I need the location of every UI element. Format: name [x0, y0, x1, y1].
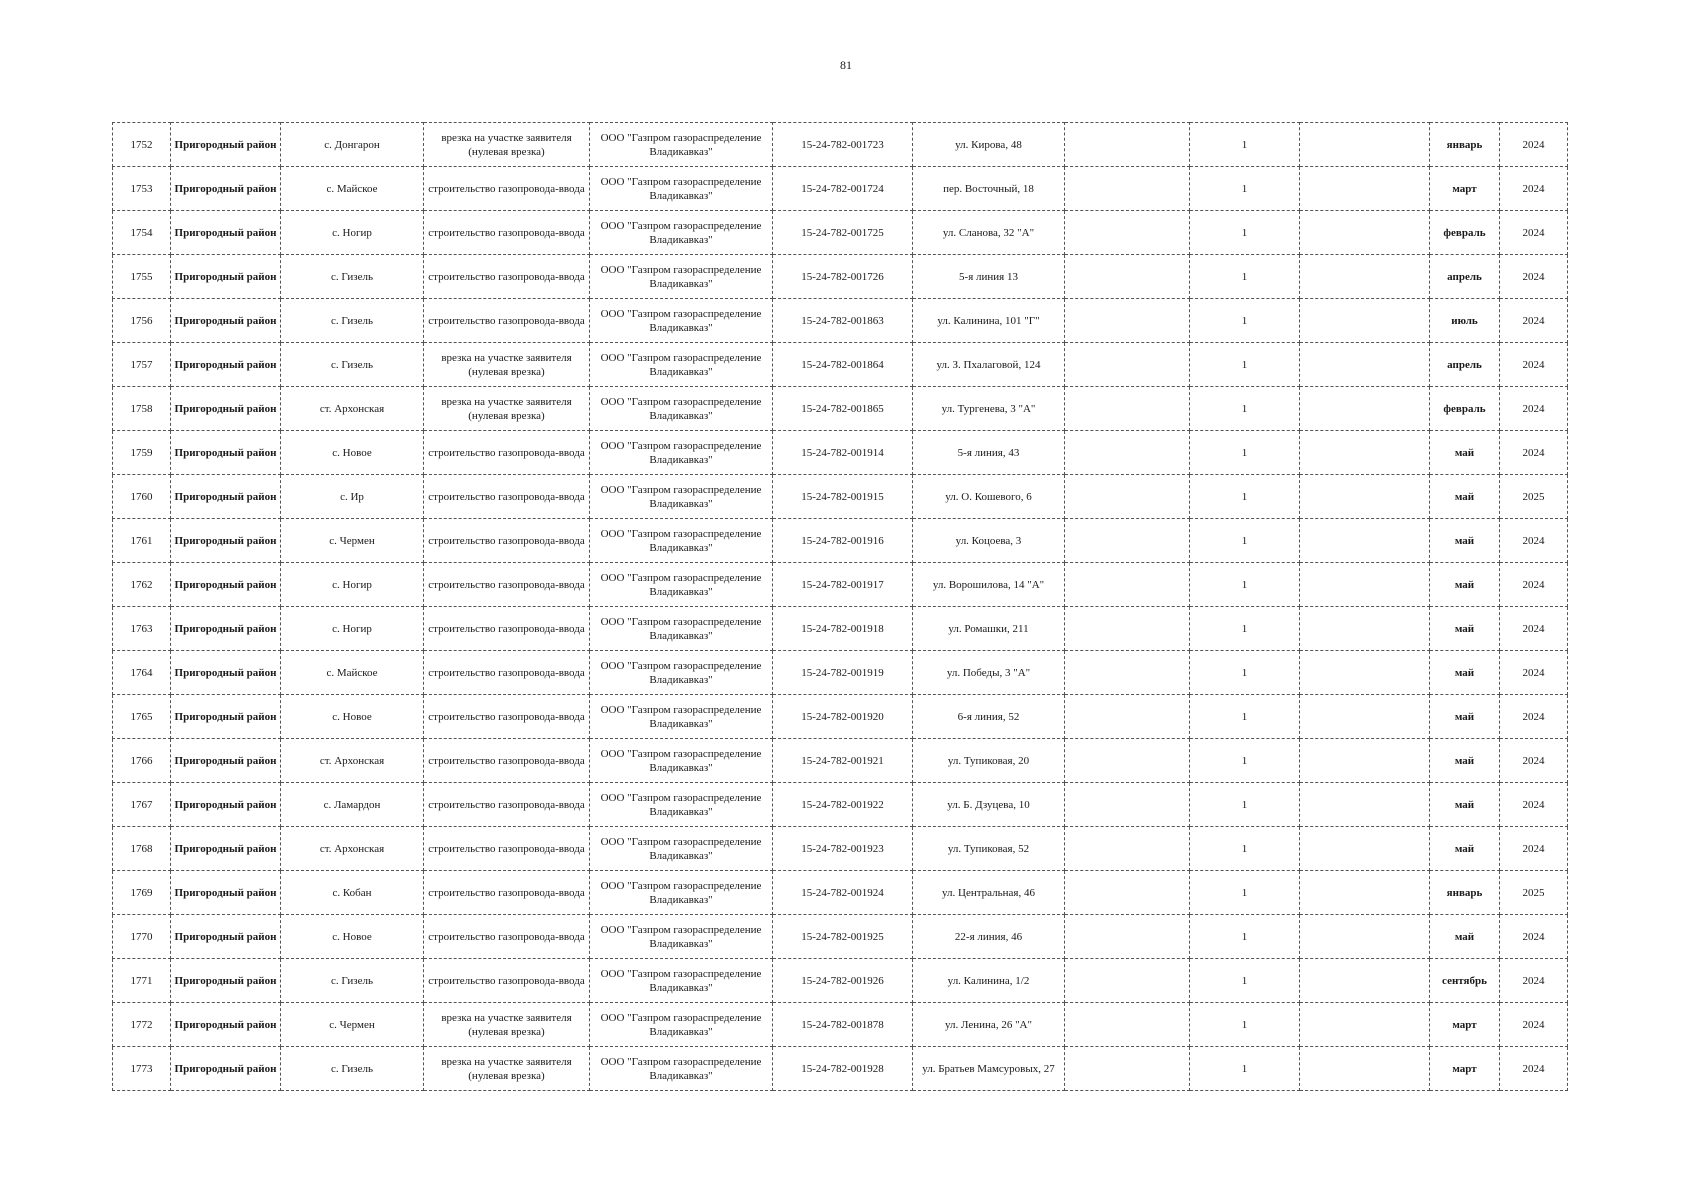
year-cell: 2024 — [1500, 915, 1568, 959]
object-code-cell: 15-24-782-001865 — [773, 387, 913, 431]
empty-cell — [1065, 167, 1190, 211]
work-type-cell: врезка на участке заявителя (нулевая врезка) — [424, 1003, 590, 1047]
district-cell: Пригородный район — [171, 255, 281, 299]
empty-cell — [1065, 871, 1190, 915]
count-cell: 1 — [1190, 519, 1300, 563]
row-number: 1759 — [113, 431, 171, 475]
address-cell: 22-я линия, 46 — [913, 915, 1065, 959]
empty-cell — [1065, 695, 1190, 739]
empty-cell — [1300, 827, 1430, 871]
row-number: 1768 — [113, 827, 171, 871]
address-cell: ул. Тупиковая, 52 — [913, 827, 1065, 871]
settlement-cell: с. Новое — [281, 431, 424, 475]
year-cell: 2024 — [1500, 167, 1568, 211]
address-cell: ул. Победы, 3 "А" — [913, 651, 1065, 695]
empty-cell — [1300, 871, 1430, 915]
work-type-cell: строительство газопровода-ввода — [424, 167, 590, 211]
address-cell: 5-я линия, 43 — [913, 431, 1065, 475]
year-cell: 2024 — [1500, 607, 1568, 651]
month-cell: март — [1430, 1003, 1500, 1047]
address-cell: ул. Калинина, 1/2 — [913, 959, 1065, 1003]
empty-cell — [1300, 959, 1430, 1003]
year-cell: 2024 — [1500, 431, 1568, 475]
year-cell: 2025 — [1500, 871, 1568, 915]
object-code-cell: 15-24-782-001924 — [773, 871, 913, 915]
district-cell: Пригородный район — [171, 211, 281, 255]
month-cell: май — [1430, 607, 1500, 651]
settlement-cell: с. Донгарон — [281, 123, 424, 167]
empty-cell — [1065, 255, 1190, 299]
month-cell: сентябрь — [1430, 959, 1500, 1003]
settlement-cell: с. Гизель — [281, 299, 424, 343]
row-number: 1769 — [113, 871, 171, 915]
count-cell: 1 — [1190, 695, 1300, 739]
organization-cell: ООО "Газпром газораспределение Владикавказ" — [590, 607, 773, 651]
district-cell: Пригородный район — [171, 739, 281, 783]
object-code-cell: 15-24-782-001921 — [773, 739, 913, 783]
table-row — [113, 871, 1568, 915]
empty-cell — [1065, 299, 1190, 343]
page-number: 81 — [840, 58, 852, 72]
object-code-cell: 15-24-782-001925 — [773, 915, 913, 959]
district-cell: Пригородный район — [171, 167, 281, 211]
district-cell: Пригородный район — [171, 387, 281, 431]
table-row — [113, 607, 1568, 651]
address-cell: ул. Братьев Мамсуровых, 27 — [913, 1047, 1065, 1091]
district-cell: Пригородный район — [171, 519, 281, 563]
row-number: 1772 — [113, 1003, 171, 1047]
address-cell: ул. Калинина, 101 "Г" — [913, 299, 1065, 343]
address-cell: ул. Тупиковая, 20 — [913, 739, 1065, 783]
count-cell: 1 — [1190, 959, 1300, 1003]
row-number: 1758 — [113, 387, 171, 431]
count-cell: 1 — [1190, 563, 1300, 607]
month-cell: март — [1430, 1047, 1500, 1091]
count-cell: 1 — [1190, 651, 1300, 695]
object-code-cell: 15-24-782-001918 — [773, 607, 913, 651]
empty-cell — [1300, 651, 1430, 695]
table-row — [113, 651, 1568, 695]
empty-cell — [1065, 783, 1190, 827]
work-type-cell: строительство газопровода-ввода — [424, 255, 590, 299]
year-cell: 2024 — [1500, 827, 1568, 871]
address-cell: 5-я линия 13 — [913, 255, 1065, 299]
object-code-cell: 15-24-782-001914 — [773, 431, 913, 475]
count-cell: 1 — [1190, 1003, 1300, 1047]
year-cell: 2024 — [1500, 783, 1568, 827]
district-cell: Пригородный район — [171, 475, 281, 519]
empty-cell — [1065, 343, 1190, 387]
organization-cell: ООО "Газпром газораспределение Владикавказ" — [590, 475, 773, 519]
address-cell: ул. О. Кошевого, 6 — [913, 475, 1065, 519]
count-cell: 1 — [1190, 255, 1300, 299]
work-type-cell: строительство газопровода-ввода — [424, 211, 590, 255]
table-row — [113, 959, 1568, 1003]
row-number: 1764 — [113, 651, 171, 695]
row-number: 1773 — [113, 1047, 171, 1091]
count-cell: 1 — [1190, 211, 1300, 255]
address-cell: ул. Центральная, 46 — [913, 871, 1065, 915]
work-type-cell: строительство газопровода-ввода — [424, 915, 590, 959]
month-cell: февраль — [1430, 387, 1500, 431]
organization-cell: ООО "Газпром газораспределение Владикавказ" — [590, 827, 773, 871]
work-type-cell: строительство газопровода-ввода — [424, 475, 590, 519]
empty-cell — [1300, 387, 1430, 431]
year-cell: 2024 — [1500, 123, 1568, 167]
work-type-cell: врезка на участке заявителя (нулевая врезка) — [424, 387, 590, 431]
settlement-cell: с. Ногир — [281, 211, 424, 255]
count-cell: 1 — [1190, 783, 1300, 827]
month-cell: январь — [1430, 123, 1500, 167]
empty-cell — [1065, 431, 1190, 475]
year-cell: 2024 — [1500, 651, 1568, 695]
settlement-cell: ст. Архонская — [281, 387, 424, 431]
address-cell: ул. Сланова, 32 "А" — [913, 211, 1065, 255]
object-code-cell: 15-24-782-001878 — [773, 1003, 913, 1047]
settlement-cell: ст. Архонская — [281, 827, 424, 871]
month-cell: апрель — [1430, 255, 1500, 299]
empty-cell — [1300, 475, 1430, 519]
year-cell: 2024 — [1500, 343, 1568, 387]
address-cell: ул. Ромашки, 211 — [913, 607, 1065, 651]
settlement-cell: с. Новое — [281, 695, 424, 739]
count-cell: 1 — [1190, 167, 1300, 211]
row-number: 1760 — [113, 475, 171, 519]
empty-cell — [1065, 475, 1190, 519]
count-cell: 1 — [1190, 475, 1300, 519]
table-row — [113, 167, 1568, 211]
empty-cell — [1065, 959, 1190, 1003]
count-cell: 1 — [1190, 739, 1300, 783]
organization-cell: ООО "Газпром газораспределение Владикавказ" — [590, 1047, 773, 1091]
settlement-cell: с. Майское — [281, 167, 424, 211]
table-row — [113, 299, 1568, 343]
empty-cell — [1300, 431, 1430, 475]
organization-cell: ООО "Газпром газораспределение Владикавказ" — [590, 299, 773, 343]
empty-cell — [1300, 695, 1430, 739]
work-type-cell: врезка на участке заявителя (нулевая врезка) — [424, 343, 590, 387]
settlement-cell: с. Чермен — [281, 1003, 424, 1047]
year-cell: 2024 — [1500, 1003, 1568, 1047]
empty-cell — [1065, 1047, 1190, 1091]
organization-cell: ООО "Газпром газораспределение Владикавказ" — [590, 167, 773, 211]
object-code-cell: 15-24-782-001926 — [773, 959, 913, 1003]
year-cell: 2024 — [1500, 563, 1568, 607]
district-cell: Пригородный район — [171, 299, 281, 343]
empty-cell — [1300, 299, 1430, 343]
year-cell: 2024 — [1500, 695, 1568, 739]
work-type-cell: строительство газопровода-ввода — [424, 607, 590, 651]
object-code-cell: 15-24-782-001919 — [773, 651, 913, 695]
row-number: 1752 — [113, 123, 171, 167]
row-number: 1762 — [113, 563, 171, 607]
row-number: 1761 — [113, 519, 171, 563]
settlement-cell: с. Гизель — [281, 1047, 424, 1091]
empty-cell — [1300, 167, 1430, 211]
work-type-cell: строительство газопровода-ввода — [424, 783, 590, 827]
count-cell: 1 — [1190, 343, 1300, 387]
table-row — [113, 695, 1568, 739]
table-row — [113, 343, 1568, 387]
address-cell: 6-я линия, 52 — [913, 695, 1065, 739]
organization-cell: ООО "Газпром газораспределение Владикавказ" — [590, 1003, 773, 1047]
district-cell: Пригородный район — [171, 607, 281, 651]
district-cell: Пригородный район — [171, 959, 281, 1003]
organization-cell: ООО "Газпром газораспределение Владикавказ" — [590, 915, 773, 959]
month-cell: май — [1430, 739, 1500, 783]
month-cell: апрель — [1430, 343, 1500, 387]
row-number: 1756 — [113, 299, 171, 343]
address-cell: ул. Коцоева, 3 — [913, 519, 1065, 563]
district-cell: Пригородный район — [171, 563, 281, 607]
count-cell: 1 — [1190, 299, 1300, 343]
address-cell: пер. Восточный, 18 — [913, 167, 1065, 211]
settlement-cell: с. Кобан — [281, 871, 424, 915]
table-row — [113, 915, 1568, 959]
object-code-cell: 15-24-782-001864 — [773, 343, 913, 387]
object-code-cell: 15-24-782-001725 — [773, 211, 913, 255]
registry-table — [112, 122, 1568, 1091]
object-code-cell: 15-24-782-001726 — [773, 255, 913, 299]
settlement-cell: с. Ламардон — [281, 783, 424, 827]
count-cell: 1 — [1190, 871, 1300, 915]
table-row — [113, 475, 1568, 519]
address-cell: ул. Кирова, 48 — [913, 123, 1065, 167]
month-cell: февраль — [1430, 211, 1500, 255]
district-cell: Пригородный район — [171, 783, 281, 827]
empty-cell — [1300, 123, 1430, 167]
month-cell: май — [1430, 563, 1500, 607]
organization-cell: ООО "Газпром газораспределение Владикавказ" — [590, 959, 773, 1003]
empty-cell — [1300, 739, 1430, 783]
settlement-cell: с. Ногир — [281, 563, 424, 607]
row-number: 1763 — [113, 607, 171, 651]
organization-cell: ООО "Газпром газораспределение Владикавказ" — [590, 431, 773, 475]
object-code-cell: 15-24-782-001915 — [773, 475, 913, 519]
organization-cell: ООО "Газпром газораспределение Владикавказ" — [590, 123, 773, 167]
settlement-cell: с. Новое — [281, 915, 424, 959]
row-number: 1766 — [113, 739, 171, 783]
count-cell: 1 — [1190, 431, 1300, 475]
empty-cell — [1300, 1003, 1430, 1047]
empty-cell — [1065, 651, 1190, 695]
organization-cell: ООО "Газпром газораспределение Владикавказ" — [590, 563, 773, 607]
empty-cell — [1065, 387, 1190, 431]
organization-cell: ООО "Газпром газораспределение Владикавказ" — [590, 871, 773, 915]
count-cell: 1 — [1190, 915, 1300, 959]
settlement-cell: с. Чермен — [281, 519, 424, 563]
row-number: 1753 — [113, 167, 171, 211]
month-cell: январь — [1430, 871, 1500, 915]
object-code-cell: 15-24-782-001923 — [773, 827, 913, 871]
organization-cell: ООО "Газпром газораспределение Владикавказ" — [590, 783, 773, 827]
work-type-cell: строительство газопровода-ввода — [424, 299, 590, 343]
settlement-cell: с. Ногир — [281, 607, 424, 651]
district-cell: Пригородный район — [171, 915, 281, 959]
row-number: 1754 — [113, 211, 171, 255]
district-cell: Пригородный район — [171, 343, 281, 387]
work-type-cell: строительство газопровода-ввода — [424, 651, 590, 695]
table-row — [113, 563, 1568, 607]
table-row — [113, 783, 1568, 827]
empty-cell — [1065, 211, 1190, 255]
year-cell: 2024 — [1500, 1047, 1568, 1091]
count-cell: 1 — [1190, 607, 1300, 651]
organization-cell: ООО "Газпром газораспределение Владикавказ" — [590, 387, 773, 431]
district-cell: Пригородный район — [171, 871, 281, 915]
empty-cell — [1300, 211, 1430, 255]
row-number: 1771 — [113, 959, 171, 1003]
settlement-cell: с. Ир — [281, 475, 424, 519]
table-row — [113, 1003, 1568, 1047]
district-cell: Пригородный район — [171, 651, 281, 695]
year-cell: 2024 — [1500, 959, 1568, 1003]
settlement-cell: ст. Архонская — [281, 739, 424, 783]
object-code-cell: 15-24-782-001724 — [773, 167, 913, 211]
year-cell: 2024 — [1500, 255, 1568, 299]
empty-cell — [1300, 255, 1430, 299]
year-cell: 2024 — [1500, 387, 1568, 431]
row-number: 1770 — [113, 915, 171, 959]
month-cell: май — [1430, 519, 1500, 563]
object-code-cell: 15-24-782-001928 — [773, 1047, 913, 1091]
settlement-cell: с. Майское — [281, 651, 424, 695]
object-code-cell: 15-24-782-001917 — [773, 563, 913, 607]
empty-cell — [1300, 783, 1430, 827]
work-type-cell: строительство газопровода-ввода — [424, 431, 590, 475]
year-cell: 2024 — [1500, 211, 1568, 255]
object-code-cell: 15-24-782-001922 — [773, 783, 913, 827]
address-cell: ул. Тургенева, 3 "А" — [913, 387, 1065, 431]
organization-cell: ООО "Газпром газораспределение Владикавказ" — [590, 651, 773, 695]
settlement-cell: с. Гизель — [281, 343, 424, 387]
count-cell: 1 — [1190, 387, 1300, 431]
object-code-cell: 15-24-782-001916 — [773, 519, 913, 563]
table-row — [113, 519, 1568, 563]
empty-cell — [1065, 607, 1190, 651]
organization-cell: ООО "Газпром газораспределение Владикавказ" — [590, 695, 773, 739]
object-code-cell: 15-24-782-001863 — [773, 299, 913, 343]
empty-cell — [1065, 519, 1190, 563]
month-cell: май — [1430, 651, 1500, 695]
empty-cell — [1065, 123, 1190, 167]
address-cell: ул. Ворошилова, 14 "А" — [913, 563, 1065, 607]
organization-cell: ООО "Газпром газораспределение Владикавказ" — [590, 211, 773, 255]
object-code-cell: 15-24-782-001723 — [773, 123, 913, 167]
empty-cell — [1300, 519, 1430, 563]
district-cell: Пригородный район — [171, 695, 281, 739]
table-row — [113, 827, 1568, 871]
address-cell: ул. Б. Дзуцева, 10 — [913, 783, 1065, 827]
count-cell: 1 — [1190, 1047, 1300, 1091]
empty-cell — [1065, 915, 1190, 959]
empty-cell — [1065, 1003, 1190, 1047]
row-number: 1755 — [113, 255, 171, 299]
organization-cell: ООО "Газпром газораспределение Владикавказ" — [590, 255, 773, 299]
address-cell: ул. З. Пхалаговой, 124 — [913, 343, 1065, 387]
empty-cell — [1300, 915, 1430, 959]
month-cell: март — [1430, 167, 1500, 211]
work-type-cell: строительство газопровода-ввода — [424, 695, 590, 739]
district-cell: Пригородный район — [171, 1003, 281, 1047]
count-cell: 1 — [1190, 827, 1300, 871]
row-number: 1765 — [113, 695, 171, 739]
month-cell: май — [1430, 783, 1500, 827]
empty-cell — [1300, 1047, 1430, 1091]
row-number: 1757 — [113, 343, 171, 387]
month-cell: май — [1430, 915, 1500, 959]
work-type-cell: строительство газопровода-ввода — [424, 739, 590, 783]
year-cell: 2024 — [1500, 519, 1568, 563]
district-cell: Пригородный район — [171, 123, 281, 167]
address-cell: ул. Ленина, 26 "А" — [913, 1003, 1065, 1047]
work-type-cell: врезка на участке заявителя (нулевая врезка) — [424, 123, 590, 167]
month-cell: май — [1430, 475, 1500, 519]
work-type-cell: строительство газопровода-ввода — [424, 959, 590, 1003]
table-row — [113, 431, 1568, 475]
organization-cell: ООО "Газпром газораспределение Владикавказ" — [590, 519, 773, 563]
year-cell: 2024 — [1500, 739, 1568, 783]
district-cell: Пригородный район — [171, 1047, 281, 1091]
month-cell: май — [1430, 827, 1500, 871]
work-type-cell: строительство газопровода-ввода — [424, 563, 590, 607]
empty-cell — [1300, 343, 1430, 387]
table-row — [113, 739, 1568, 783]
month-cell: июль — [1430, 299, 1500, 343]
table-row — [113, 211, 1568, 255]
year-cell: 2024 — [1500, 299, 1568, 343]
year-cell: 2025 — [1500, 475, 1568, 519]
table-row — [113, 387, 1568, 431]
row-number: 1767 — [113, 783, 171, 827]
work-type-cell: врезка на участке заявителя (нулевая врезка) — [424, 1047, 590, 1091]
table-row — [113, 1047, 1568, 1091]
district-cell: Пригородный район — [171, 431, 281, 475]
empty-cell — [1065, 827, 1190, 871]
table-body — [113, 123, 1568, 1091]
empty-cell — [1065, 563, 1190, 607]
count-cell: 1 — [1190, 123, 1300, 167]
work-type-cell: строительство газопровода-ввода — [424, 827, 590, 871]
empty-cell — [1065, 739, 1190, 783]
empty-cell — [1300, 607, 1430, 651]
settlement-cell: с. Гизель — [281, 255, 424, 299]
table-row — [113, 123, 1568, 167]
empty-cell — [1300, 563, 1430, 607]
settlement-cell: с. Гизель — [281, 959, 424, 1003]
object-code-cell: 15-24-782-001920 — [773, 695, 913, 739]
work-type-cell: строительство газопровода-ввода — [424, 871, 590, 915]
table-row — [113, 255, 1568, 299]
organization-cell: ООО "Газпром газораспределение Владикавказ" — [590, 343, 773, 387]
month-cell: май — [1430, 431, 1500, 475]
district-cell: Пригородный район — [171, 827, 281, 871]
month-cell: май — [1430, 695, 1500, 739]
work-type-cell: строительство газопровода-ввода — [424, 519, 590, 563]
organization-cell: ООО "Газпром газораспределение Владикавказ" — [590, 739, 773, 783]
